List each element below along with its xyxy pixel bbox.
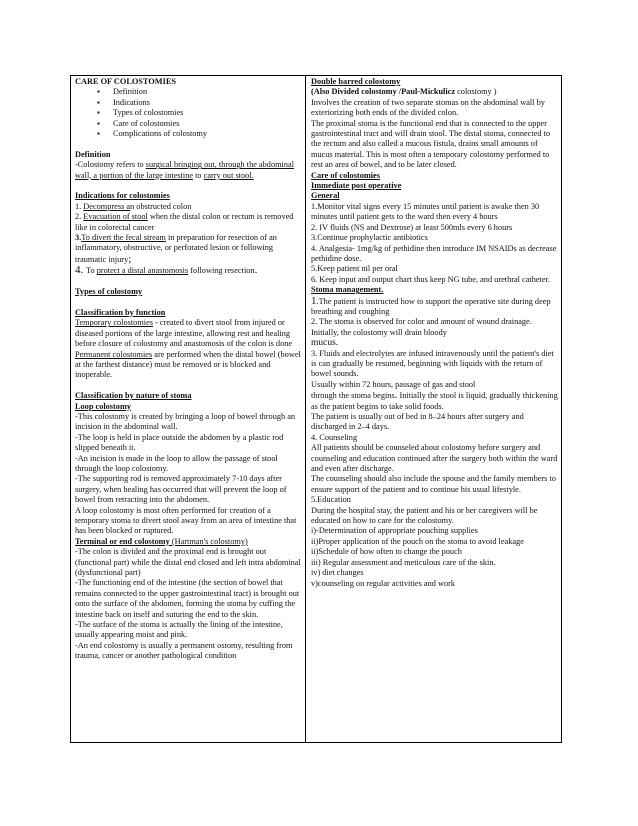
general-line: 6. Keep input and output chart thus keep NG tube, and urethral catheter.	[311, 274, 550, 284]
stoma-line: During the hospital stay, the patient and his or her caregivers will be educated on how to care for the colostomy.	[311, 505, 538, 526]
indication-item: 3.To divert the fecal stream in preparation for resection of an inflammatory, obstructive, or perforated lesion or following traumatic injury;	[75, 233, 277, 265]
loop-line: -An incision is made in the loop to allow the passage of stool through the loop colostomy.	[75, 453, 278, 473]
general-heading: General	[311, 191, 340, 201]
stoma-line: ii)Proper application of the pouch on the stoma to avoid leakage	[311, 536, 524, 546]
indication-item: 1. Decompress an obstructed colon	[75, 201, 192, 211]
loop-line: -The supporting rod is removed approximately 7-10 days after surgery, when healing has occurred that will prevent the loop of bowel from retracting into the abdomen.	[75, 474, 287, 505]
end-line: -The colon is divided and the proximal end is brought out (functional part) while the distal end closed and left intra abdominal (dysfunctional part)	[75, 547, 301, 578]
right-column	[311, 77, 559, 589]
outline-item: ▪ Indications	[97, 98, 301, 108]
care-heading: Care of colostomies	[311, 170, 380, 180]
end-line: -The surface of the stoma is actually the lining of the intestine, usually appearing moist and pink.	[75, 620, 283, 640]
stoma-line: 2. The stoma is observed for color and amount of wound drainage. Initially, the colostomy will drain bloody	[311, 317, 532, 337]
double-line: The proximal stoma is the functional end that is connected to the upper gastrointestinal tract and will drain stool. The distal stoma, connected to the rectum and also called a mucous fistula, drains small amounts of mucus material. This is most often a temporary colostomy performed to rest an area of bowel, and to be later closed.	[311, 118, 551, 170]
loop-line: A loop colostomy is most often performed for creation of a temporary stoma to divert stool away from an area of intestine that has been blocked or ruptured.	[75, 505, 297, 536]
general-line: 4. Analgesia- 1mg/kg of pethidine then introduce IM NSAIDs as decrease pethidine dose.	[311, 243, 557, 263]
double-barred-heading: Double barred colostomy	[311, 77, 401, 86]
indication-item: 4. To protect a distal anastomosis following resection.	[75, 264, 258, 277]
outline-item: ▪ Care of colostomies	[97, 119, 301, 129]
end-line: -An end colostomy is usually a permanent ostomy, resulting from trauma, cancer or another pathological condition	[75, 640, 293, 661]
stoma-heading: Stoma management.	[311, 285, 384, 295]
general-line: 2. IV fluids (NS and Dextrose) at least 500mls every 6 hours	[311, 222, 513, 232]
stoma-line: iii) Regular assessment and meticulous care of the skin.	[311, 557, 496, 567]
double-line: Involves the creation of two separate stomas on the abdominal wall by exteriorizing both ends of the divided colon.	[311, 97, 545, 118]
function-heading: Classification by function	[75, 307, 166, 317]
stoma-line: 4. Counseling	[311, 432, 358, 442]
stoma-line: mucus.	[311, 338, 339, 349]
stoma-line: 3. Fluids and electrolytes are infused intravenously until the patient's diet is can gradually be resumed, beginning with liquids with the return of bowel sounds.	[311, 348, 554, 379]
loop-line: -This colostomy is created by bringing a loop of bowel through an incision in the abdominal wall.	[75, 411, 296, 432]
indication-item: 2. Evacuation of stool when the distal colon or rectum is removed like in colorectal cancer	[75, 212, 294, 232]
general-line: 1.Monitor vital signs every 15 minutes until patient is awake then 30 minutes until patient gets to the ward then every 4 hours	[311, 201, 540, 222]
general-line: 3.Continue prophylactic antibiotics	[311, 233, 428, 243]
stoma-line: The counseling should also include the spouse and the family members to ensure support of the patient and to continue his usual lifestyle.	[311, 474, 556, 494]
outline-item: ▪ Complications of colostomy	[97, 129, 301, 139]
temporary-text: Temporary colostomies - created to divert stool from injured or diseased portions of the large intestine, allowing rest and healing before closure of colostomy and anastomosis of the colon is done	[75, 318, 293, 349]
general-line: 5.Keep patient nil per oral	[311, 264, 398, 274]
document-table	[70, 75, 562, 743]
stoma-line: through the stoma begins. Initially the stool is liquid, gradually thickening as the patient begins to take solid foods.	[311, 389, 558, 411]
end-line: -The functioning end of the intestine (the section of bowel that remains connected to the upper gastrointestinal tract) is brought out onto the surface of the abdomen, forming the stoma by cuffing the intestine back on itself and suturing the end to the skin.	[75, 578, 300, 619]
indications-heading: Indications for colostomies	[75, 191, 170, 201]
stoma-line: ii)Schedule of how often to change the pouch	[311, 547, 462, 557]
end-heading: Terminal or end colostomy (Hartman's colostomy)	[75, 536, 248, 546]
loop-line: -The loop is held in place outside the abdomen by a plastic rod slipped beneath it.	[75, 432, 284, 453]
stoma-line: Usually within 72 hours, passage of gas and stool	[311, 379, 476, 389]
left-column	[75, 77, 301, 662]
doc-title: CARE OF COLOSTOMIES	[75, 77, 176, 86]
loop-heading: Loop colostomy	[75, 401, 132, 411]
definition-heading: Definition	[75, 149, 111, 159]
nature-heading: Classification by nature of stoma	[75, 391, 192, 401]
stoma-line: 5.Education	[311, 495, 351, 505]
stoma-line: v)counseling on regular activities and work	[311, 578, 456, 588]
outline-item: ▪ Definition	[97, 87, 301, 97]
stoma-line: iv) diet changes	[311, 568, 364, 578]
column-divider	[305, 76, 306, 742]
stoma-line: All patients should be counseled about colostomy before surgery and counseling and education continued after the surgery both within the ward and even after discharge.	[311, 443, 558, 474]
outline-list	[75, 87, 301, 139]
stoma-line: The patient is usually out of bed in 8–24 hours after surgery and discharged in 2–4 days.	[311, 412, 524, 432]
outline-item: ▪ Types of colostomies	[97, 108, 301, 118]
stoma-line: 1.The patient is instructed how to support the operative site during deep breathing and coughing	[311, 294, 551, 316]
types-heading: Types of colostomy	[75, 287, 143, 297]
stoma-line: i)-Determination of appropriate pouching supplies	[311, 526, 478, 536]
immediate-heading: Immediate post operative	[311, 181, 402, 191]
permanent-text: Permanent colostomies are performed when the distal bowel (bowel at the farthest distance) must be removed or is blocked and inoperable.	[75, 349, 301, 380]
double-barred-subtitle: (Also Divided colostomy /Paul-Mickulicz colostomy )	[311, 87, 497, 97]
definition-text: -Colostomy refers to surgical bringing out, through the abdominal wall, a portion of the large intestine to carry out stool.	[75, 160, 294, 180]
